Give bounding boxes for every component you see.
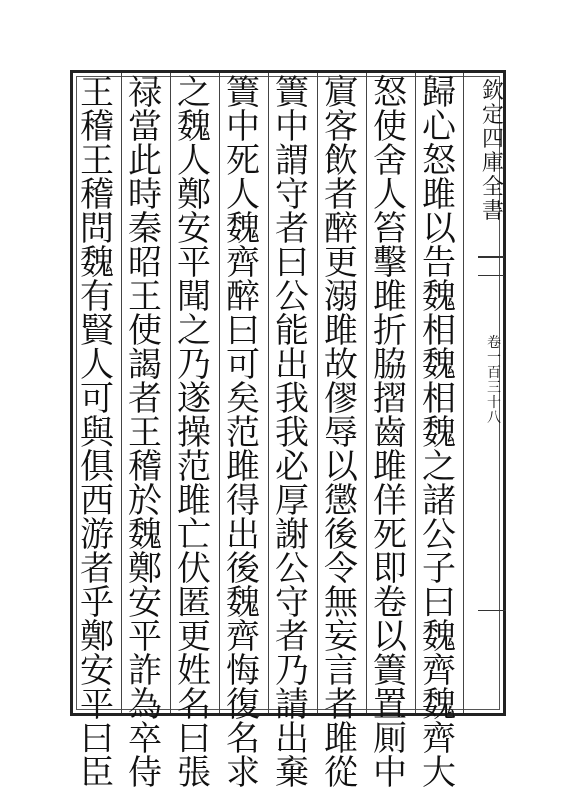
- glyph: 公: [422, 515, 456, 555]
- margin-glyph: 定: [481, 103, 504, 128]
- glyph: 雎: [226, 447, 260, 487]
- glyph: 曰: [422, 583, 456, 623]
- glyph: 乃: [275, 651, 309, 691]
- margin-glyph: 三: [487, 380, 501, 396]
- glyph: 之: [422, 447, 456, 487]
- glyph: 鄭: [128, 549, 162, 589]
- glyph: 禄: [128, 73, 162, 113]
- column-rule: [415, 73, 416, 713]
- column-rule: [268, 73, 269, 713]
- glyph: 魏: [422, 277, 456, 317]
- glyph: 中: [226, 107, 260, 147]
- glyph: 范: [177, 447, 211, 487]
- glyph: 求: [226, 753, 260, 793]
- glyph: 曰: [226, 311, 260, 351]
- margin-glyph: 一: [487, 350, 501, 366]
- text-column-5: [222, 73, 264, 793]
- glyph: 摺: [373, 379, 407, 419]
- text-column-6: [173, 73, 215, 793]
- glyph: 魏: [422, 345, 456, 385]
- glyph: 諸: [422, 481, 456, 521]
- glyph: 遂: [177, 379, 211, 419]
- text-column-1: [418, 73, 460, 793]
- glyph: 名: [226, 719, 260, 759]
- glyph: 簀: [226, 73, 260, 113]
- glyph: 客: [324, 107, 358, 147]
- glyph: 范: [226, 413, 260, 453]
- glyph: 雎: [324, 311, 358, 351]
- glyph: 我: [275, 379, 309, 419]
- glyph: 出: [226, 515, 260, 555]
- glyph: 平: [128, 617, 162, 657]
- glyph: 舍: [373, 141, 407, 181]
- glyph: 為: [128, 685, 162, 725]
- glyph: 可: [80, 379, 114, 419]
- glyph: 後: [226, 549, 260, 589]
- glyph: 王: [80, 141, 114, 181]
- glyph: 醉: [226, 277, 260, 317]
- glyph: 平: [80, 685, 114, 725]
- glyph: 稽: [128, 447, 162, 487]
- glyph: 出: [275, 345, 309, 385]
- glyph: 可: [226, 345, 260, 385]
- glyph: 魏: [226, 209, 260, 249]
- text-column-8: [76, 73, 118, 793]
- glyph: 臣: [80, 753, 114, 793]
- glyph: 謁: [128, 345, 162, 385]
- glyph: 鄭: [177, 175, 211, 215]
- glyph: 時: [128, 175, 162, 215]
- glyph: 懲: [324, 481, 358, 521]
- glyph: 故: [324, 345, 358, 385]
- glyph: 乃: [177, 345, 211, 385]
- glyph: 飲: [324, 141, 358, 181]
- glyph: 怒: [373, 73, 407, 113]
- glyph: 雎: [422, 175, 456, 215]
- column-rule: [317, 73, 318, 713]
- glyph: 置: [373, 685, 407, 725]
- margin-volume: [484, 336, 504, 426]
- glyph: 平: [177, 243, 211, 283]
- glyph: 曰: [80, 719, 114, 759]
- glyph: 請: [275, 685, 309, 725]
- glyph: 以: [422, 209, 456, 249]
- glyph: 謝: [275, 515, 309, 555]
- glyph: 厠: [373, 719, 407, 759]
- glyph: 脇: [373, 345, 407, 385]
- glyph: 游: [80, 515, 114, 555]
- glyph: 人: [373, 175, 407, 215]
- glyph: 溺: [324, 277, 358, 317]
- glyph: 張: [177, 753, 211, 793]
- glyph: 當: [128, 107, 162, 147]
- column-rule: [121, 73, 122, 713]
- margin-rule: [478, 610, 506, 611]
- glyph: 曰: [177, 719, 211, 759]
- glyph: 齒: [373, 413, 407, 453]
- glyph: 佯: [373, 481, 407, 521]
- glyph: 賢: [80, 311, 114, 351]
- glyph: 使: [373, 107, 407, 147]
- text-column-3: [320, 73, 362, 793]
- glyph: 昭: [128, 243, 162, 283]
- glyph: 操: [177, 413, 211, 453]
- glyph: 言: [324, 651, 358, 691]
- glyph: 折: [373, 311, 407, 351]
- glyph: 者: [324, 685, 358, 725]
- glyph: 雎: [324, 719, 358, 759]
- glyph: 鄭: [80, 617, 114, 657]
- glyph: 秦: [128, 209, 162, 249]
- glyph: 死: [373, 515, 407, 555]
- glyph: 王: [128, 277, 162, 317]
- glyph: 人: [226, 175, 260, 215]
- margin-glyph: 十: [487, 395, 501, 411]
- glyph: 俱: [80, 447, 114, 487]
- margin-title: [480, 80, 506, 224]
- text-column-4: [271, 73, 313, 793]
- glyph: 問: [80, 209, 114, 249]
- glyph: 更: [324, 243, 358, 283]
- glyph: 詐: [128, 651, 162, 691]
- glyph: 曰: [275, 243, 309, 283]
- glyph: 安: [177, 209, 211, 249]
- glyph: 齊: [226, 617, 260, 657]
- glyph: 後: [324, 515, 358, 555]
- glyph: 怒: [422, 141, 456, 181]
- glyph: 告: [422, 243, 456, 283]
- column-rule: [219, 73, 220, 713]
- glyph: 伏: [177, 549, 211, 589]
- glyph: 公: [275, 277, 309, 317]
- glyph: 中: [373, 753, 407, 793]
- margin-glyph: 庫: [481, 151, 504, 176]
- glyph: 辱: [324, 413, 358, 453]
- glyph: 者: [275, 617, 309, 657]
- glyph: 相: [422, 311, 456, 351]
- margin-glyph: 書: [481, 199, 504, 224]
- glyph: 必: [275, 447, 309, 487]
- glyph: 齊: [422, 651, 456, 691]
- glyph: 魏: [422, 617, 456, 657]
- glyph: 以: [324, 447, 358, 487]
- glyph: 匿: [177, 583, 211, 623]
- glyph: 復: [226, 685, 260, 725]
- glyph: 者: [324, 175, 358, 215]
- glyph: 乎: [80, 583, 114, 623]
- glyph: 心: [422, 107, 456, 147]
- glyph: 名: [177, 685, 211, 725]
- glyph: 有: [80, 277, 114, 317]
- glyph: 妄: [324, 617, 358, 657]
- glyph: 醉: [324, 209, 358, 249]
- glyph: 中: [275, 107, 309, 147]
- glyph: 守: [275, 583, 309, 623]
- glyph: 我: [275, 413, 309, 453]
- glyph: 卒: [128, 719, 162, 759]
- glyph: 安: [80, 651, 114, 691]
- glyph: 者: [275, 209, 309, 249]
- glyph: 魏: [177, 107, 211, 147]
- glyph: 厚: [275, 481, 309, 521]
- margin-glyph: 四: [481, 127, 504, 152]
- glyph: 謂: [275, 141, 309, 181]
- glyph: 棄: [275, 753, 309, 793]
- glyph: 者: [80, 549, 114, 589]
- glyph: 齊: [226, 243, 260, 283]
- glyph: 即: [373, 549, 407, 589]
- glyph: 僇: [324, 379, 358, 419]
- glyph: 更: [177, 617, 211, 657]
- glyph: 得: [226, 481, 260, 521]
- glyph: 姓: [177, 651, 211, 691]
- glyph: 從: [324, 753, 358, 793]
- text-column-2: [369, 73, 411, 793]
- glyph: 人: [80, 345, 114, 385]
- glyph: 簀: [275, 73, 309, 113]
- glyph: 守: [275, 175, 309, 215]
- glyph: 出: [275, 719, 309, 759]
- glyph: 令: [324, 549, 358, 589]
- margin-glyph: 欽: [481, 79, 504, 104]
- glyph: 相: [422, 379, 456, 419]
- glyph: 能: [275, 311, 309, 351]
- text-column-7: [124, 73, 166, 793]
- glyph: 侍: [128, 753, 162, 793]
- glyph: 矣: [226, 379, 260, 419]
- glyph: 於: [128, 481, 162, 521]
- glyph: 大: [422, 753, 456, 793]
- glyph: 王: [128, 413, 162, 453]
- glyph: 卷: [373, 583, 407, 623]
- glyph: 亡: [177, 515, 211, 555]
- margin-glyph: 八: [487, 410, 501, 426]
- glyph: 笞: [373, 209, 407, 249]
- glyph: 稽: [80, 107, 114, 147]
- glyph: 齊: [422, 719, 456, 759]
- glyph: 之: [177, 73, 211, 113]
- glyph: 魏: [80, 243, 114, 283]
- margin-glyph: 百: [487, 365, 501, 381]
- glyph: 安: [128, 583, 162, 623]
- glyph: 魏: [128, 515, 162, 555]
- glyph: 歸: [422, 73, 456, 113]
- margin-glyph: 卷: [487, 335, 501, 351]
- glyph: 子: [422, 549, 456, 589]
- column-rule: [170, 73, 171, 713]
- glyph: 與: [80, 413, 114, 453]
- glyph: 使: [128, 311, 162, 351]
- glyph: 西: [80, 481, 114, 521]
- glyph: 魏: [226, 583, 260, 623]
- glyph: 雎: [177, 481, 211, 521]
- glyph: 以: [373, 617, 407, 657]
- glyph: 魏: [422, 413, 456, 453]
- glyph: 擊: [373, 243, 407, 283]
- glyph: 之: [177, 311, 211, 351]
- column-rule: [366, 73, 367, 713]
- glyph: 聞: [177, 277, 211, 317]
- glyph: 人: [177, 141, 211, 181]
- glyph: 雎: [373, 447, 407, 487]
- glyph: 死: [226, 141, 260, 181]
- glyph: 公: [275, 549, 309, 589]
- glyph: 雎: [373, 277, 407, 317]
- glyph: 無: [324, 583, 358, 623]
- fish-tail-mark: [478, 256, 504, 276]
- glyph: 此: [128, 141, 162, 181]
- glyph: 稽: [80, 175, 114, 215]
- glyph: 悔: [226, 651, 260, 691]
- glyph: 者: [128, 379, 162, 419]
- glyph: 簀: [373, 651, 407, 691]
- glyph: 王: [80, 73, 114, 113]
- glyph: 魏: [422, 685, 456, 725]
- glyph: 賔: [324, 73, 358, 113]
- margin-glyph: 全: [481, 175, 504, 200]
